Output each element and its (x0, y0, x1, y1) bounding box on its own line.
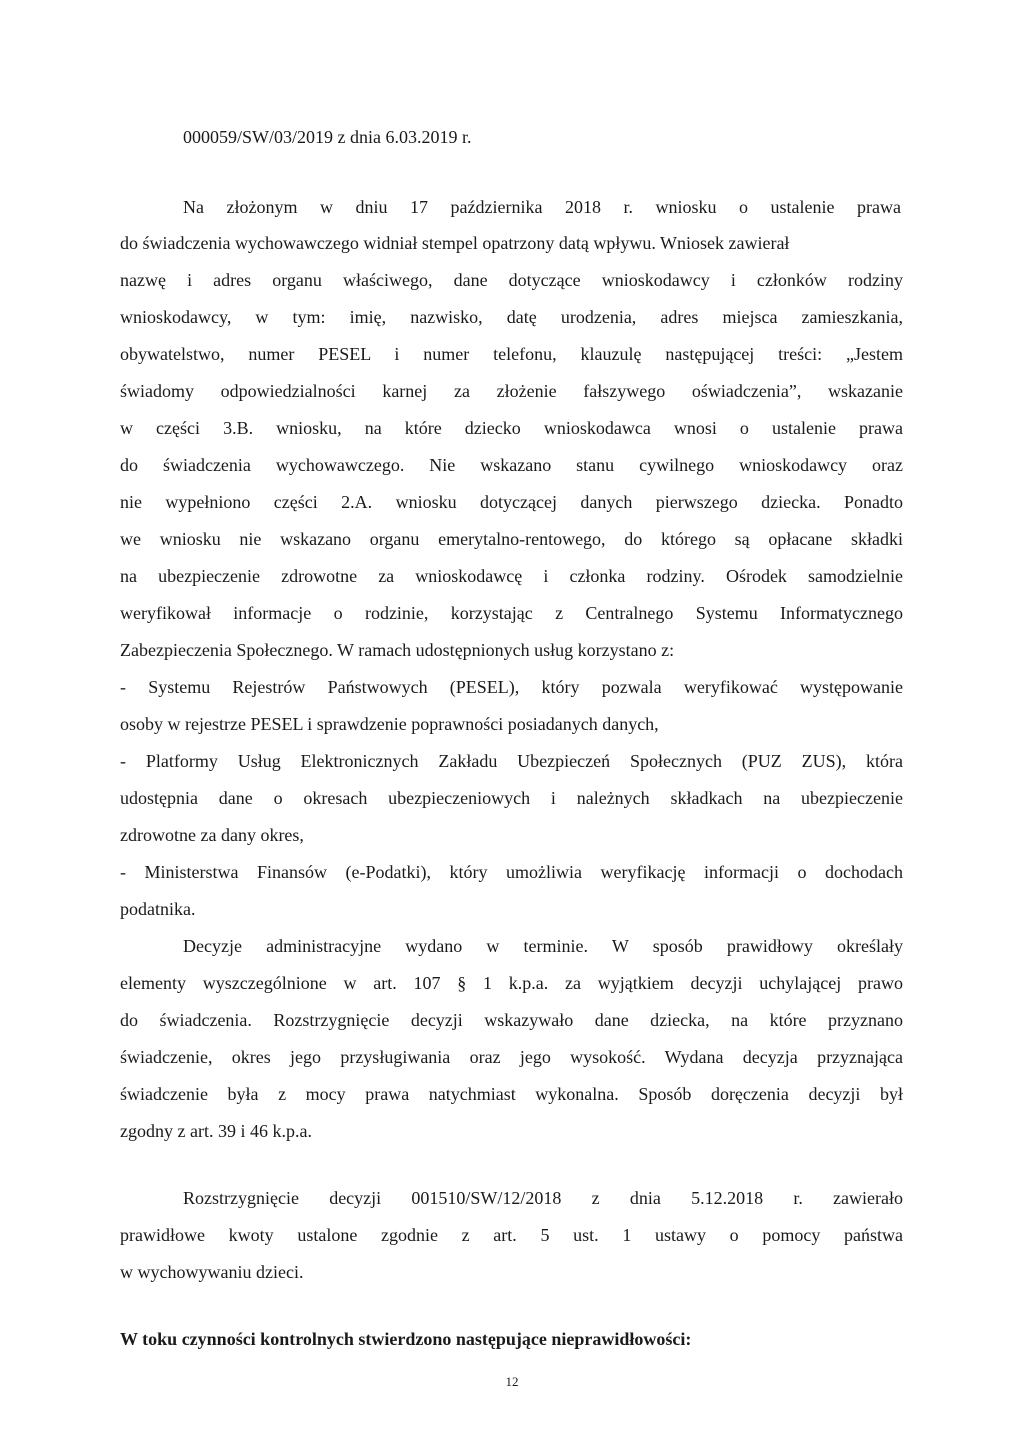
paragraph-line: świadczenie, okres jego przysługiwania oraz jego wysokość. Wydana decyzja przyznająca (120, 1047, 903, 1067)
paragraph-line: zgodny z art. 39 i 46 k.p.a. (120, 1121, 312, 1141)
decision-reference-line: 000059/SW/03/2019 z dnia 6.03.2019 r. (183, 127, 472, 147)
list-item-line: udostępnia dane o okresach ubezpieczeniowych i należnych składkach na ubezpieczenie (120, 788, 903, 808)
paragraph-line: Zabezpieczenia Społecznego. W ramach udostępnionych usług korzystano z: (120, 640, 675, 660)
findings-heading: W toku czynności kontrolnych stwierdzono następujące nieprawidłowości: (120, 1329, 692, 1349)
paragraph-line: do świadczenia. Rozstrzygnięcie decyzji wskazywało dane dziecka, na które przyznano (120, 1010, 903, 1030)
paragraph-line: nie wypełniono części 2.A. wniosku dotyczącej danych pierwszego dziecka. Ponadto (120, 492, 903, 512)
paragraph-line: elementy wyszczególnione w art. 107 § 1 k.p.a. za wyjątkiem decyzji uchylającej prawo (120, 973, 903, 993)
list-item-line: podatnika. (120, 899, 196, 919)
paragraph-line: Rozstrzygnięcie decyzji 001510/SW/12/2018 z dnia 5.12.2018 r. zawierało (183, 1188, 903, 1208)
paragraph-line: do świadczenia wychowawczego. Nie wskazano stanu cywilnego wnioskodawcy oraz (120, 455, 903, 475)
list-item-line: - Ministerstwa Finansów (e-Podatki), który umożliwia weryfikację informacji o dochodach (120, 862, 903, 882)
paragraph-line: wnioskodawcy, w tym: imię, nazwisko, datę urodzenia, adres miejsca zamieszkania, (120, 307, 903, 327)
list-item-line: - Platformy Usług Elektronicznych Zakładu Ubezpieczeń Społecznych (PUZ ZUS), która (120, 751, 903, 771)
paragraph-line: w części 3.B. wniosku, na które dziecko wnioskodawca wnosi o ustalenie prawa (120, 418, 903, 438)
paragraph-line: na ubezpieczenie zdrowotne za wnioskodawcę i członka rodziny. Ośrodek samodzielnie (120, 566, 903, 586)
paragraph-line: w wychowywaniu dzieci. (120, 1262, 304, 1282)
page-number: 12 (505, 1374, 519, 1389)
paragraph-line: nazwę i adres organu właściwego, dane dotyczące wnioskodawcy i członków rodziny (120, 270, 903, 290)
paragraph-line: we wniosku nie wskazano organu emerytalno-rentowego, do którego są opłacane składki (120, 529, 903, 549)
paragraph-line: Na złożonym w dniu 17 października 2018 r. wniosku o ustalenie prawa (183, 197, 901, 217)
paragraph-line: obywatelstwo, numer PESEL i numer telefonu, klauzulę następującej treści: „Jestem (120, 344, 903, 364)
paragraph-line: świadczenie była z mocy prawa natychmiast wykonalna. Sposób doręczenia decyzji był (120, 1084, 903, 1104)
paragraph-line: weryfikował informacje o rodzinie, korzystając z Centralnego Systemu Informatycznego (120, 603, 903, 623)
list-item-line: - Systemu Rejestrów Państwowych (PESEL), który pozwala weryfikować występowanie (120, 677, 903, 697)
paragraph-line: prawidłowe kwoty ustalone zgodnie z art. 5 ust. 1 ustawy o pomocy państwa (120, 1225, 903, 1245)
list-item-line: zdrowotne za dany okres, (120, 825, 304, 845)
paragraph-line: Decyzje administracyjne wydano w terminie. W sposób prawidłowy określały (183, 936, 903, 956)
paragraph-line: do świadczenia wychowawczego widniał stempel opatrzony datą wpływu. Wniosek zawierał (120, 233, 790, 253)
list-item-line: osoby w rejestrze PESEL i sprawdzenie poprawności posiadanych danych, (120, 714, 659, 734)
paragraph-line: świadomy odpowiedzialności karnej za złożenie fałszywego oświadczenia”, wskazanie (120, 381, 903, 401)
